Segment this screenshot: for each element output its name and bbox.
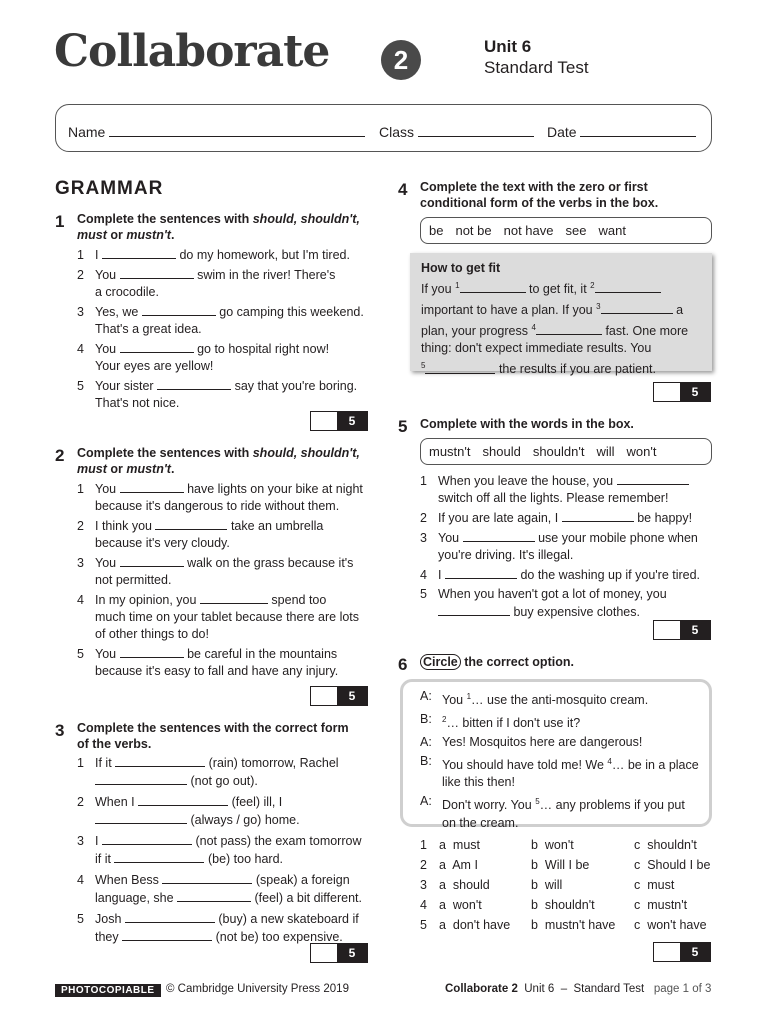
level-badge: 2 — [381, 40, 421, 80]
list-item: 2 I think you take an umbrella because it's very cloudy. — [77, 519, 324, 550]
list-item: 5 Josh (buy) a new skateboard if they (not be) too expensive. — [77, 912, 359, 944]
list-item: 3 You use your mobile phone when you're driving. It's illegal. — [420, 531, 698, 562]
answer-blank[interactable] — [157, 377, 231, 390]
answer-blank[interactable] — [138, 793, 228, 806]
answer-blank[interactable] — [460, 280, 526, 293]
score-box: 5 — [653, 942, 711, 962]
class-field[interactable] — [379, 124, 534, 140]
word-option: won't — [626, 444, 657, 459]
list-item: 4 In my opinion, you spend too much time on your tablet because there are lots of other things to do! — [77, 593, 360, 641]
word-option: see — [565, 223, 587, 238]
option-a[interactable]: a should — [439, 878, 490, 892]
question-3-items — [77, 754, 377, 946]
word-option: want — [598, 223, 626, 238]
answer-blank[interactable] — [120, 266, 194, 279]
option-a[interactable]: a won't — [439, 898, 482, 912]
answer-blank[interactable] — [601, 301, 673, 314]
list-item: 2 When I (feel) ill, I (always / go) home. — [77, 795, 300, 827]
name-field[interactable] — [68, 124, 365, 140]
question-3-instructions: Complete the sentences with the correct form of the verbs. — [77, 721, 349, 751]
question-2-number: 2 — [55, 446, 65, 465]
word-option: mustn't — [429, 444, 471, 459]
list-item: 4 When Bess (speak) a foreign language, she (feel) a bit different. — [77, 873, 362, 905]
date-label: Date — [547, 124, 577, 140]
answer-blank[interactable] — [595, 280, 661, 293]
question-1-number: 1 — [55, 212, 65, 231]
question-4-number: 4 — [398, 180, 408, 199]
score-box: 5 — [310, 943, 368, 963]
footer-info: Collaborate 2 Unit 6 – Standard Test page 1 of 3 — [445, 983, 712, 995]
answer-blank[interactable] — [95, 811, 187, 824]
question-6-instructions: Circle the correct option. — [420, 654, 720, 670]
list-item: 1 I do my homework, but I'm tired. — [77, 248, 350, 262]
list-item: 3 I (not pass) the exam tomorrow if it (be) too hard. — [77, 834, 362, 866]
word-box — [420, 217, 712, 244]
option-c[interactable]: c won't have — [634, 918, 707, 932]
answer-blank[interactable] — [125, 910, 215, 923]
option-a[interactable]: a don't have — [439, 918, 511, 932]
question-5-items — [420, 472, 720, 621]
text-panel-content: How to get fit If you $^1$ to get fit, it $^2$ important to have a plan. If you $^3$ a plan, your progress $^4$ fast. One more thing: don't expect immediate results. You $^5$ the results if you are patient. — [421, 259, 706, 379]
test-type: Standard Test — [484, 58, 589, 77]
option-c[interactable]: c must — [634, 878, 675, 892]
answer-blank[interactable] — [438, 603, 510, 616]
score-box: 5 — [653, 382, 711, 402]
option-b[interactable]: b will — [531, 878, 563, 892]
question-5-instructions: Complete with the words in the box. — [420, 417, 634, 431]
answer-blank[interactable] — [617, 472, 689, 485]
word-option: be — [429, 223, 444, 238]
option-row: 5 a don't have b mustn't have c won't have — [420, 918, 707, 932]
page-number: page 1 of 3 — [653, 983, 712, 995]
option-b[interactable]: b shouldn't — [531, 898, 595, 912]
dialogue-line: B: $^2$… bitten if I don't use it? — [420, 712, 581, 731]
option-row: 3 a should b will c must — [420, 878, 675, 892]
list-item: 1 You have lights on your bike at night because it's dangerous to ride without them. — [77, 482, 363, 513]
list-item: 4 You go to hospital right now! Your eyes are yellow! — [77, 342, 330, 373]
list-item: 5 When you haven't got a lot of money, you buy expensive clothes. — [420, 587, 667, 619]
answer-blank[interactable] — [95, 772, 187, 785]
option-c[interactable]: c mustn't — [634, 898, 688, 912]
option-c[interactable]: c shouldn't — [634, 838, 697, 852]
option-a[interactable]: a must — [439, 838, 480, 852]
dialogue-line: B: You should have told me! We $^4$… be in a place like this then! — [420, 754, 699, 790]
answer-blank[interactable] — [162, 871, 252, 884]
circle-word: Circle — [420, 654, 461, 670]
list-item: 5 You be careful in the mountains because it's easy to fall and have any injury. — [77, 647, 339, 678]
answer-blank[interactable] — [102, 832, 192, 845]
unit-title: Unit 6 — [484, 37, 532, 56]
answer-blank[interactable] — [155, 517, 227, 530]
date-field[interactable] — [547, 124, 696, 140]
option-c[interactable]: c Should I be — [634, 858, 711, 872]
answer-blank[interactable] — [445, 566, 517, 579]
word-option: should — [482, 444, 521, 459]
question-3-number: 3 — [55, 721, 65, 740]
copyright: © Cambridge University Press 2019 — [166, 983, 349, 995]
list-item: 1 If it (rain) tomorrow, Rachel (not go out). — [77, 756, 339, 788]
name-label: Name — [68, 124, 106, 140]
text-title: How to get fit — [421, 261, 501, 275]
word-option: not have — [503, 223, 554, 238]
answer-blank[interactable] — [463, 529, 535, 542]
word-box — [420, 438, 712, 465]
photocopiable-badge: PHOTOCOPIABLE — [55, 984, 161, 997]
section-title: GRAMMAR — [55, 178, 164, 199]
answer-blank[interactable] — [120, 554, 184, 567]
collaborate-logo: Collaborate — [54, 26, 330, 77]
word-option: not be — [455, 223, 492, 238]
answer-blank[interactable] — [425, 361, 495, 374]
option-b[interactable]: b won't — [531, 838, 574, 852]
option-b[interactable]: b mustn't have — [531, 918, 616, 932]
answer-blank[interactable] — [120, 480, 184, 493]
answer-blank[interactable] — [536, 322, 602, 335]
list-item: 4 I do the washing up if you're tired. — [420, 568, 701, 582]
list-item: 5 Your sister say that you're boring. That's not nice. — [77, 379, 358, 410]
question-2-items — [77, 480, 377, 680]
answer-blank[interactable] — [562, 509, 634, 522]
option-a[interactable]: a Am I — [439, 858, 478, 872]
option-row: 4 a won't b shouldn't c mustn't — [420, 898, 688, 912]
option-row: 1 a must b won't c shouldn't — [420, 838, 697, 852]
score-box: 5 — [310, 686, 368, 706]
list-item: 3 Yes, we go camping this weekend. That's a great idea. — [77, 305, 364, 336]
question-5-number: 5 — [398, 417, 408, 436]
class-label: Class — [379, 124, 415, 140]
word-option: shouldn't — [532, 444, 585, 459]
question-2-instructions: Complete the sentences with should, shouldn't, must or mustn't. — [77, 446, 360, 476]
option-b[interactable]: b Will I be — [531, 858, 590, 872]
dialogue-line: A: Don't worry. You $^5$… any problems if you put on the cream. — [420, 794, 685, 830]
answer-options — [420, 837, 715, 937]
list-item: 2 You swim in the river! There's a crocodile. — [77, 268, 336, 299]
answer-blank[interactable] — [200, 591, 268, 604]
answer-blank[interactable] — [120, 340, 194, 353]
answer-blank[interactable] — [177, 889, 251, 902]
dialogue-line: A: You $^1$… use the anti-mosquito cream. — [420, 689, 649, 708]
question-1-items — [77, 246, 377, 412]
dialogue-lines — [420, 688, 705, 832]
question-1-instructions: Complete the sentences with should, shouldn't, must or mustn't. — [77, 212, 360, 242]
dialogue-line: A: Yes! Mosquitos here are dangerous! — [420, 735, 643, 750]
score-box: 5 — [653, 620, 711, 640]
list-item: 1 When you leave the house, you switch off all the lights. Please remember! — [420, 472, 720, 507]
answer-blank[interactable] — [115, 754, 205, 767]
answer-blank[interactable] — [114, 850, 204, 863]
option-row: 2 a Am I b Will I be c Should I be — [420, 858, 711, 872]
score-box: 5 — [310, 411, 368, 431]
answer-blank[interactable] — [120, 645, 184, 658]
answer-blank[interactable] — [102, 246, 176, 259]
word-option: will — [596, 444, 615, 459]
list-item: 3 You walk on the grass because it's not permitted. — [77, 556, 354, 587]
answer-blank[interactable] — [142, 303, 216, 316]
question-4-instructions: Complete the text with the zero or first conditional form of the verbs in the box. — [420, 180, 659, 210]
list-item: 2 If you are late again, I be happy! — [420, 511, 693, 525]
answer-blank[interactable] — [122, 928, 212, 941]
question-6-number: 6 — [398, 655, 408, 674]
